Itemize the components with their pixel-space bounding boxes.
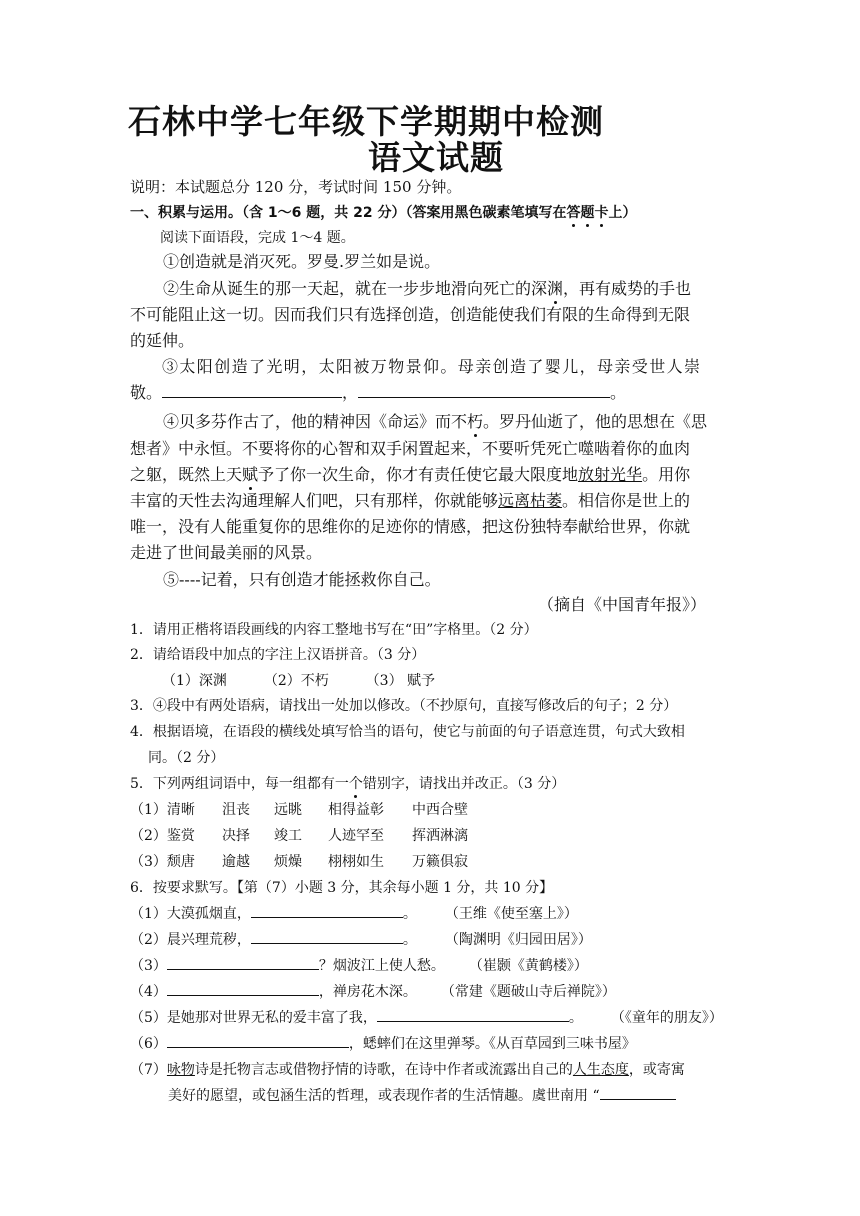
passage-p4-line1 — [163, 409, 707, 432]
passage-p4-line3 — [130, 462, 690, 485]
dotted-char: 赋 — [242, 465, 259, 484]
q5-word: 远眺 — [274, 802, 302, 818]
text-span: 。用你 — [642, 465, 691, 484]
section1-heading-text: 一、积累与运用。（含 1～6 题，共 22 分）（答案用黑色碳素笔填写在 — [130, 205, 567, 221]
answer-blank[interactable] — [167, 955, 319, 970]
underlined-phrase: 远离枯萎 — [498, 491, 563, 510]
text-span: 诗是托物言志或借物抒情的诗歌，在诗中作者或流露出自己的 — [194, 1062, 573, 1078]
text-span: （4） — [130, 984, 167, 1000]
q6-item-1 — [130, 903, 578, 923]
question-2: 2．请给语段中加点的字注上汉语拼音。（3 分） — [130, 647, 426, 663]
text-span: （1）大漠孤烟直， — [130, 906, 251, 922]
answer-blank[interactable] — [162, 383, 342, 398]
answer-blank[interactable] — [358, 383, 610, 398]
passage-p4-line2: 想者》中永恒。不要将你的心智和双手闲置起来，不要听凭死亡噬啮着你的血肉 — [130, 439, 691, 458]
text-span: 。 — [568, 1010, 583, 1026]
q6-item-4 — [130, 981, 616, 1001]
text-span: ？烟波江上使人愁。 — [318, 958, 445, 974]
question-2-items — [162, 670, 435, 690]
q5-word: 中西合壁 — [412, 802, 468, 818]
answer-blank[interactable] — [167, 1033, 349, 1048]
text-span: 丰富的天性去沟通理解人们吧，只有那样，你就能够 — [130, 491, 499, 510]
q5-word: 万籁俱寂 — [412, 854, 468, 870]
text-span: 。 — [610, 383, 627, 402]
text-span: ④贝多芬作古了，他的精神因《命运》而不 — [163, 412, 468, 431]
dotted-char: 渊 — [547, 279, 564, 298]
q6-item-5 — [130, 1007, 723, 1027]
question-3: 3．④段中有两处语病，请找出一处加以修改。（不抄原句，直接写修改后的句子；2 分） — [130, 698, 678, 714]
passage-p5: ⑤----记着，只有创造才能拯救你自己。 — [163, 570, 441, 589]
text-span: 。 — [402, 906, 417, 922]
q5-word: 逾越 — [222, 854, 250, 870]
q6-item-7-line2 — [168, 1085, 676, 1105]
underlined-phrase: 人生态度 — [572, 1062, 629, 1078]
dotted-char: 个 — [348, 776, 363, 792]
passage-p3-line2 — [130, 380, 626, 403]
q6-item-3 — [130, 955, 588, 975]
q6-item-6 — [130, 1033, 636, 1053]
passage-p2-line2: 不可能阻止这一切。因而我们只有选择创造，创造能使我们有限的生命得到无限 — [130, 305, 691, 324]
text-span: 。 — [402, 932, 417, 948]
text-span: 之躯，既然上天 — [130, 465, 243, 484]
underlined-phrase: 咏物 — [166, 1062, 195, 1078]
text-span: ，禅房花木深。 — [318, 984, 417, 1000]
q5-word: 栩栩如生 — [328, 854, 384, 870]
text-span: （7） — [130, 1062, 167, 1078]
text-span: 予了你一次生命，你才有责任使它最大限度地 — [258, 465, 579, 484]
underlined-phrase: 放射光华 — [578, 465, 643, 484]
q5-word: 人迹罕至 — [328, 828, 384, 844]
poem-source: （崔颢《黄鹤楼》） — [468, 958, 588, 974]
poem-source: （陶渊明《归园田居》） — [444, 932, 592, 948]
passage-p2-line1 — [163, 276, 691, 299]
text-span: ，或寄寓 — [628, 1062, 685, 1078]
text-span: 。罗丹仙逝了，他的思想在《思 — [483, 412, 708, 431]
poem-source: （王维《使至塞上》） — [444, 906, 578, 922]
passage-p3-line1: ③太阳创造了光明，太阳被万物景仰。母亲创造了婴儿，母亲受世人崇 — [162, 357, 702, 376]
exam-title-line2: 语文试题 — [368, 138, 504, 177]
passage-intro: 阅读下面语段，完成 1～4 题。 — [160, 230, 355, 246]
q6-item-2 — [130, 929, 592, 949]
q2-item: （2）不朽 — [263, 673, 329, 689]
q6-item-7-line1 — [130, 1059, 685, 1079]
exam-note: 说明：本试题总分 120 分，考试时间 150 分钟。 — [130, 178, 462, 196]
q5-word: （2）鉴赏 — [130, 828, 195, 844]
text-span: 敬。 — [130, 383, 163, 402]
dotted-char: 答 — [566, 205, 581, 221]
answer-blank[interactable] — [251, 903, 403, 918]
question-4-line2: 同。（2 分） — [148, 750, 225, 766]
q5-word: 决择 — [222, 828, 250, 844]
dotted-char: 卡 — [594, 205, 609, 221]
text-span: ， — [342, 383, 359, 402]
answer-blank[interactable] — [377, 1007, 569, 1022]
answer-blank[interactable] — [167, 981, 319, 996]
text-span: （3） — [130, 958, 167, 974]
q5-row-2 — [130, 825, 468, 845]
passage-p4-line5: 唯一，没有人能重复你的思维你的足迹你的情感，把这份独特奉献给世界，你就 — [130, 517, 691, 536]
passage-p4-line4 — [130, 488, 690, 511]
text-span: （2）晨兴理荒秽， — [130, 932, 251, 948]
question-5 — [130, 773, 565, 793]
passage-p1: ①创造就是消灭死。罗曼.罗兰如是说。 — [163, 252, 441, 271]
question-6: 6．按要求默写。【第（7）小题 3 分，其余每小题 1 分，共 10 分】 — [130, 880, 554, 896]
q5-word: 相得益彰 — [328, 802, 384, 818]
text-span: ，再有威势的手也 — [563, 279, 692, 298]
q5-word: （1）清晰 — [130, 802, 195, 818]
q5-word: 挥洒淋漓 — [412, 828, 468, 844]
q5-row-3 — [130, 851, 468, 871]
section1-heading-end: 上） — [608, 205, 637, 221]
q2-item: （3） 赋予 — [365, 673, 436, 689]
poem-source: （常建《题破山寺后禅院》） — [440, 984, 616, 1000]
poem-source: （《童年的朋友》） — [610, 1010, 723, 1026]
text-span: （6） — [130, 1036, 167, 1052]
text-span: 错别字，请找出并改正。（3 分） — [362, 776, 566, 792]
text-span: 。相信你是世上的 — [562, 491, 691, 510]
answer-blank[interactable] — [600, 1085, 676, 1100]
passage-source: （摘自《中国青年报》） — [538, 595, 707, 614]
dotted-char: 题 — [580, 205, 595, 221]
q5-word: 烦燥 — [274, 854, 302, 870]
q5-word: 沮丧 — [222, 802, 250, 818]
q2-item: （1）深渊 — [162, 673, 227, 689]
question-4-line1: 4．根据语境，在语段的横线处填写恰当的语句，使它与前面的句子语意连贯，句式大致相 — [130, 724, 685, 740]
passage-p4-line6: 走进了世间最美丽的风景。 — [130, 543, 323, 562]
text-span: （5）是她那对世界无私的爱丰富了我， — [130, 1010, 377, 1026]
answer-blank[interactable] — [251, 929, 403, 944]
text-span: 5．下列两组词语中，每一组都有一 — [130, 776, 349, 792]
text-span: ，蟋蟀们在这里弹琴。《从百草园到三味书屋》 — [348, 1036, 636, 1052]
q5-word: （3）颓唐 — [130, 854, 195, 870]
question-1: 1．请用正楷将语段画线的内容工整地书写在“田”字格里。（2 分） — [130, 622, 538, 638]
q5-word: 竣工 — [274, 828, 302, 844]
text-span: 美好的愿望，或包涵生活的哲理，或表现作者的生活情趣。虞世南用 “ — [168, 1088, 600, 1104]
dotted-char: 朽 — [467, 412, 484, 431]
exam-title-line1: 石林中学七年级下学期期中检测 — [128, 102, 604, 141]
text-span: ②生命从诞生的那一天起，就在一步步地滑向死亡的深 — [163, 279, 548, 298]
passage-p2-line3: 的延伸。 — [130, 331, 195, 350]
q5-row-1 — [130, 799, 468, 819]
section1-heading — [130, 202, 636, 222]
